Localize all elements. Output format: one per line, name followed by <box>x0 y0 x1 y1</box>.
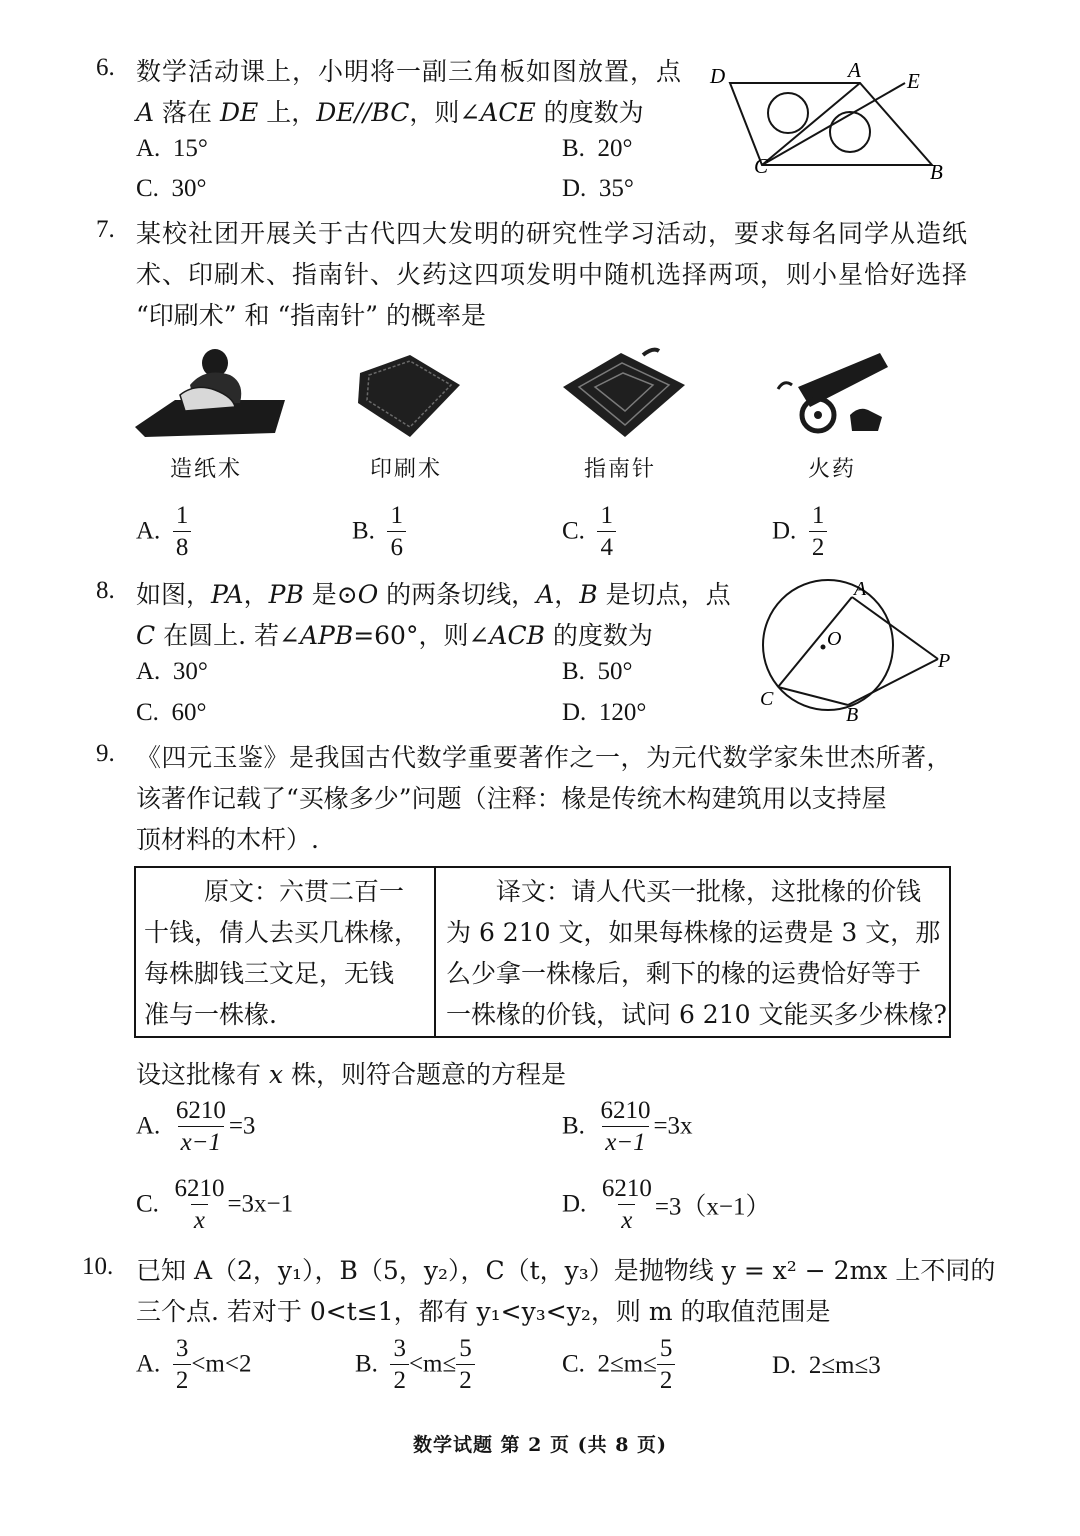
label-c: C <box>754 154 769 178</box>
papermaking-image <box>135 345 290 440</box>
table-original-line: 每株脚钱三文足，无钱 <box>144 959 395 988</box>
label-a: A <box>848 58 861 82</box>
option-d: D. $\frac{1}{2}$ <box>772 503 827 560</box>
option-b: B. $\frac{3}{2}$ <m≤ $\frac{5}{2}$ <box>355 1336 475 1393</box>
question-number: 9. <box>96 740 115 767</box>
option-a: A. $\frac{1}{8}$ <box>136 503 191 560</box>
caption-papermaking: 造纸术 <box>170 457 243 482</box>
option-c: C. $\frac{1}{4}$ <box>562 503 616 560</box>
label-e: E <box>907 69 920 93</box>
option-d: D. 120° <box>562 699 647 726</box>
option-c: C. 30° <box>136 175 207 202</box>
option-c: C. 2≤m≤ $\frac{5}{2}$ <box>562 1336 675 1393</box>
question-number: 8. <box>96 577 115 604</box>
question-text: 该著作记载了“买椽多少”问题（注释：椽是传统木构建筑用以支持屋 <box>136 784 887 813</box>
label-o: O <box>827 628 842 650</box>
label-b: B <box>846 704 859 725</box>
option-d: D. 35° <box>562 175 634 202</box>
option-b: B. 50° <box>562 658 633 685</box>
option-a: A. $\frac{6210}{x-1}$ =3 <box>136 1097 256 1156</box>
table-original-line: 十钱，倩人去买几株椽， <box>144 918 420 947</box>
question-text: 某校社团开展关于古代四大发明的研究性学习活动，要求每名同学从造纸 <box>136 219 969 248</box>
option-a: A. $\frac{3}{2}$ <m<2 <box>136 1335 252 1394</box>
page-footer: 数学试题 第 2 页 (共 8 页) <box>412 1434 668 1456</box>
option-a: A. 15° <box>136 135 208 162</box>
label-p: P <box>938 650 951 672</box>
option-d: D. 2≤m≤3 <box>772 1352 881 1379</box>
question-text: 《四元玉鉴》是我国古代数学重要著作之一，为元代数学家朱世杰所著， <box>136 743 953 772</box>
question-text: 已知 A（2，y₁），B（5，y₂），C（t，y₃）是抛物线 y = x² − 2mx 上不同的 <box>136 1256 996 1285</box>
table-translation-line: 译文：请人代买一批椽，这批椽的价钱 <box>496 877 922 906</box>
question-text: C 在圆上. 若∠APB=60°，则∠ACB 的度数为 <box>136 621 653 650</box>
label-d: D <box>710 64 726 88</box>
label-c: C <box>760 688 774 710</box>
question-text: 数学活动课上，小明将一副三角板如图放置，点 <box>136 57 683 86</box>
label-b: B <box>930 160 943 184</box>
option-a: A. 30° <box>136 658 208 685</box>
option-b: B. $\frac{1}{6}$ <box>352 503 406 560</box>
gunpowder-image <box>770 345 895 440</box>
question-number: 10. <box>82 1253 114 1280</box>
option-c: C. $\frac{6210}{x}$ =3x−1 <box>136 1175 294 1234</box>
question-text: 术、印刷术、指南针、火药这四项发明中随机选择两项，则小星恰好选择 <box>136 260 969 289</box>
question-text: 三个点. 若对于 0<t≤1，都有 y₁<y₃<y₂，则 m 的取值范围是 <box>136 1297 831 1326</box>
circle-tangent-figure <box>750 575 965 725</box>
question-text: “印刷术” 和 “指南针” 的概率是 <box>136 301 486 330</box>
caption-compass: 指南针 <box>584 457 657 482</box>
question-text: A 落在 DE 上，DE//BC，则∠ACE 的度数为 <box>136 98 644 127</box>
compass-image <box>563 345 688 440</box>
question-setup: 设这批椽有 x 株，则符合题意的方程是 <box>136 1060 567 1089</box>
table-translation-line: 么少拿一株椽后，剩下的椽的运费恰好等于 <box>446 959 922 988</box>
question-number: 6. <box>96 54 115 81</box>
question-text: 顶材料的木杆）. <box>136 825 319 854</box>
question-number: 7. <box>96 216 115 243</box>
table-original-line: 原文：六贯二百一 <box>204 877 405 906</box>
printing-image <box>355 345 465 440</box>
option-c: C. 60° <box>136 699 207 726</box>
caption-gunpowder: 火药 <box>808 457 857 482</box>
label-a: A <box>854 578 867 600</box>
option-d: D. $\frac{6210}{x}$ =3（x−1） <box>562 1175 771 1234</box>
option-b: B. 20° <box>562 135 633 162</box>
table-original-line: 准与一株椽. <box>144 1000 277 1029</box>
translation-table <box>134 866 951 1038</box>
caption-printing: 印刷术 <box>370 457 443 482</box>
triangle-figure <box>700 55 960 190</box>
table-translation-line: 一株椽的价钱，试问 6 210 文能买多少株椽? <box>446 1000 947 1029</box>
option-b: B. $\frac{6210}{x-1}$ =3x <box>562 1097 693 1156</box>
question-text: 如图，PA，PB 是⊙O 的两条切线，A，B 是切点，点 <box>136 580 731 609</box>
table-translation-line: 为 6 210 文，如果每株椽的运费是 3 文，那 <box>446 918 941 947</box>
